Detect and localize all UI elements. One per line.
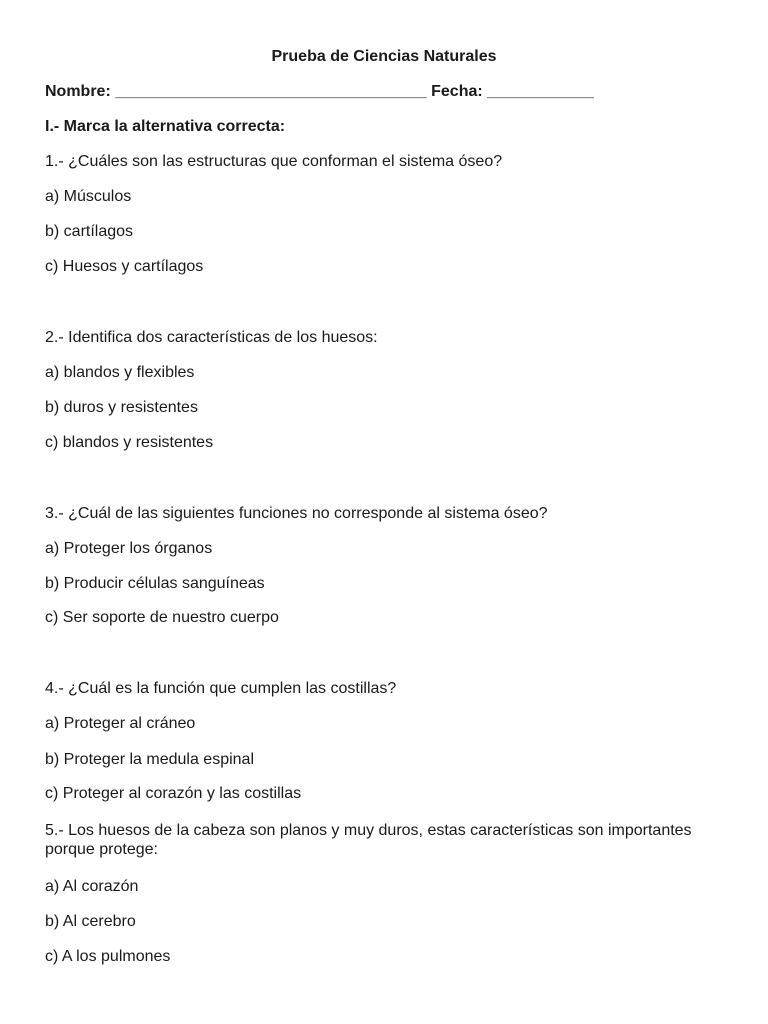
question-1: 1.- ¿Cuáles son las estructuras que conforman el sistema óseo? xyxy=(45,153,503,170)
question-5-option-a: a) Al corazón xyxy=(45,878,139,895)
question-5: 5.- Los huesos de la cabeza son planos y muy duros, estas características son importantes porque protege: xyxy=(45,822,692,858)
question-2-option-a: a) blandos y flexibles xyxy=(45,364,195,381)
question-4-option-b: b) Proteger la medula espinal xyxy=(45,751,255,768)
question-3-option-a: a) Proteger los órganos xyxy=(45,540,213,557)
question-2: 2.- Identifica dos características de los huesos: xyxy=(45,329,378,346)
question-1-option-c: c) Huesos y cartílagos xyxy=(45,258,204,275)
question-5-option-c: c) A los pulmones xyxy=(45,948,171,965)
question-3: 3.- ¿Cuál de las siguientes funciones no corresponde al sistema óseo? xyxy=(45,505,548,522)
question-3-option-c: c) Ser soporte de nuestro cuerpo xyxy=(45,609,279,626)
page-title: Prueba de Ciencias Naturales xyxy=(271,48,497,65)
question-5-option-b: b) Al cerebro xyxy=(45,913,136,930)
question-3-option-b: b) Producir células sanguíneas xyxy=(45,575,265,592)
question-2-option-b: b) duros y resistentes xyxy=(45,399,198,416)
question-4: 4.- ¿Cuál es la función que cumplen las costillas? xyxy=(45,680,397,697)
name-date-line: Nombre: ___________________________________ Fecha: ____________ xyxy=(45,83,594,100)
question-1-option-a: a) Músculos xyxy=(45,188,132,205)
question-4-option-a: a) Proteger al cráneo xyxy=(45,715,196,732)
question-4-option-c: c) Proteger al corazón y las costillas xyxy=(45,785,302,802)
section-heading: I.- Marca la alternativa correcta: xyxy=(45,118,286,135)
question-1-option-b: b) cartílagos xyxy=(45,223,134,240)
question-2-option-c: c) blandos y resistentes xyxy=(45,434,214,451)
